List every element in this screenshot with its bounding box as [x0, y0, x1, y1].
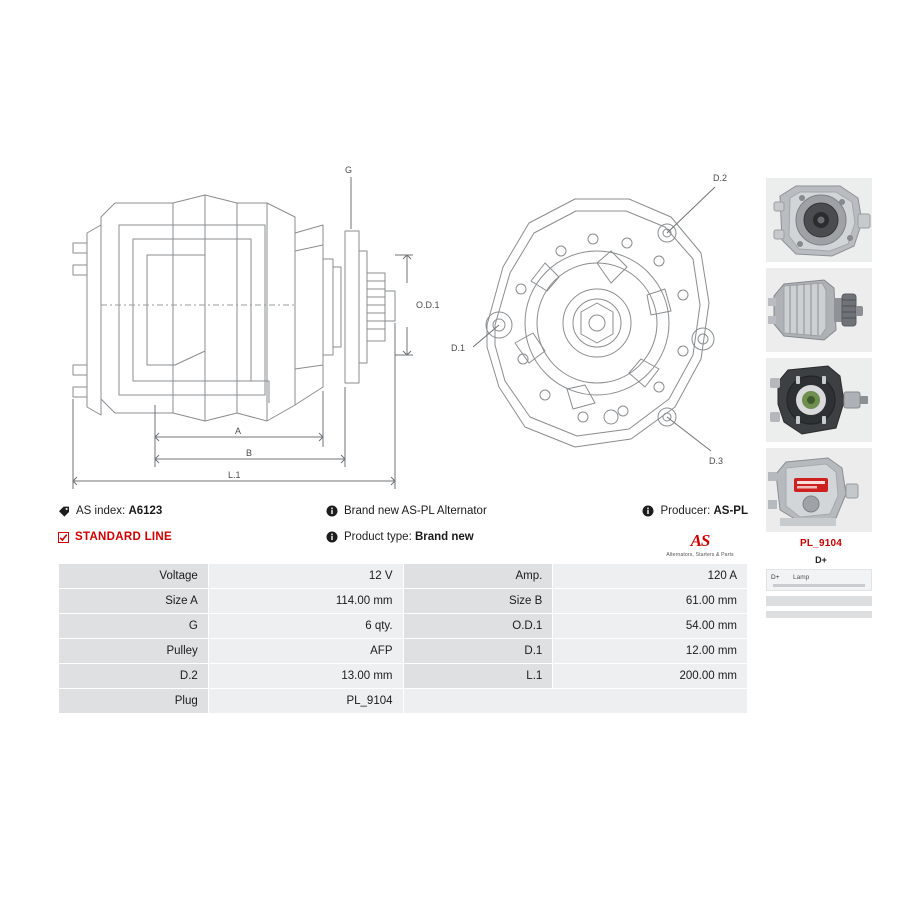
tag-icon	[58, 505, 70, 517]
spec-table-body	[59, 564, 748, 714]
spec-key-1: Voltage	[59, 564, 209, 589]
spec-value-2: 61.00 mm	[553, 589, 748, 614]
spec-key-2: D.1	[403, 639, 553, 664]
wiring-label-dplus: D+	[771, 574, 780, 581]
product-photo-4[interactable]	[766, 448, 872, 532]
spec-key-2: Size B	[403, 589, 553, 614]
brand-logo-subtitle: Alternators, Starters & Parts	[666, 552, 734, 558]
brand-logo	[652, 531, 748, 558]
wiring-label-lamp: Lamp	[793, 574, 810, 581]
callout-d3: D.3	[709, 456, 724, 466]
spec-key-2: L.1	[403, 664, 553, 689]
product-info	[58, 505, 748, 557]
spec-value-1: AFP	[208, 639, 403, 664]
table-row	[59, 639, 748, 664]
product-description-text: Brand new AS-PL Alternator	[344, 505, 487, 517]
alternator-drawing-svg	[55, 155, 755, 495]
info-icon	[326, 505, 338, 517]
spec-key-1: Pulley	[59, 639, 209, 664]
detail-bar-1	[766, 596, 872, 606]
callout-d1: D.1	[451, 343, 466, 353]
wiring-line	[773, 584, 865, 587]
standard-line-text: STANDARD LINE	[75, 531, 172, 543]
spec-key-1: Size A	[59, 589, 209, 614]
table-row	[59, 614, 748, 639]
table-row	[59, 589, 748, 614]
table-row	[59, 564, 748, 589]
spec-value-2: 120 A	[553, 564, 748, 589]
info-row-2	[58, 531, 748, 557]
spec-value-1: 12 V	[208, 564, 403, 589]
spec-empty-cell	[403, 689, 747, 714]
spec-value-1: 6 qty.	[208, 614, 403, 639]
specifications-table	[58, 563, 748, 714]
product-type-label: Product type:	[344, 531, 412, 543]
product-type-value: Brand new	[414, 531, 474, 543]
plug-code-label: PL_9104	[800, 538, 842, 549]
product-photo-3[interactable]	[766, 358, 872, 442]
wiring-diagram	[766, 569, 872, 591]
producer	[626, 505, 748, 517]
callout-g: G	[345, 165, 353, 175]
producer-value: AS-PL	[713, 505, 748, 517]
info-row-1	[58, 505, 748, 531]
table-row	[59, 689, 748, 714]
spec-value-1: 13.00 mm	[208, 664, 403, 689]
product-photo-strip	[766, 178, 876, 623]
producer-label: Producer:	[660, 505, 711, 517]
standard-line-badge	[58, 531, 326, 543]
spec-value-2: 54.00 mm	[553, 614, 748, 639]
as-index	[58, 505, 326, 517]
spec-key-1: Plug	[59, 689, 209, 714]
dplus-label: D+	[815, 555, 827, 565]
product-type	[326, 531, 626, 543]
spec-value-1: PL_9104	[208, 689, 403, 714]
info-icon-type	[326, 531, 338, 543]
spec-key-1: D.2	[59, 664, 209, 689]
callout-l1: L.1	[228, 470, 241, 480]
as-index-value: A6123	[128, 505, 163, 517]
callout-od1: O.D.1	[416, 300, 440, 310]
spec-key-2: O.D.1	[403, 614, 553, 639]
spec-value-2: 200.00 mm	[553, 664, 748, 689]
technical-drawings	[55, 155, 755, 495]
callout-a: A	[235, 426, 242, 436]
product-description	[326, 505, 626, 517]
spec-value-1: 114.00 mm	[208, 589, 403, 614]
info-icon-producer	[642, 505, 654, 517]
table-row	[59, 664, 748, 689]
spec-key-1: G	[59, 614, 209, 639]
spec-value-2: 12.00 mm	[553, 639, 748, 664]
callout-b: B	[246, 448, 253, 458]
callout-d2: D.2	[713, 173, 728, 183]
brand-logo-text: AS	[690, 531, 710, 550]
product-photo-1[interactable]	[766, 178, 872, 262]
as-index-label: AS index:	[76, 505, 126, 517]
checkbox-icon	[58, 532, 69, 543]
spec-key-2: Amp.	[403, 564, 553, 589]
detail-bar-2	[766, 611, 872, 618]
product-photo-2[interactable]	[766, 268, 872, 352]
